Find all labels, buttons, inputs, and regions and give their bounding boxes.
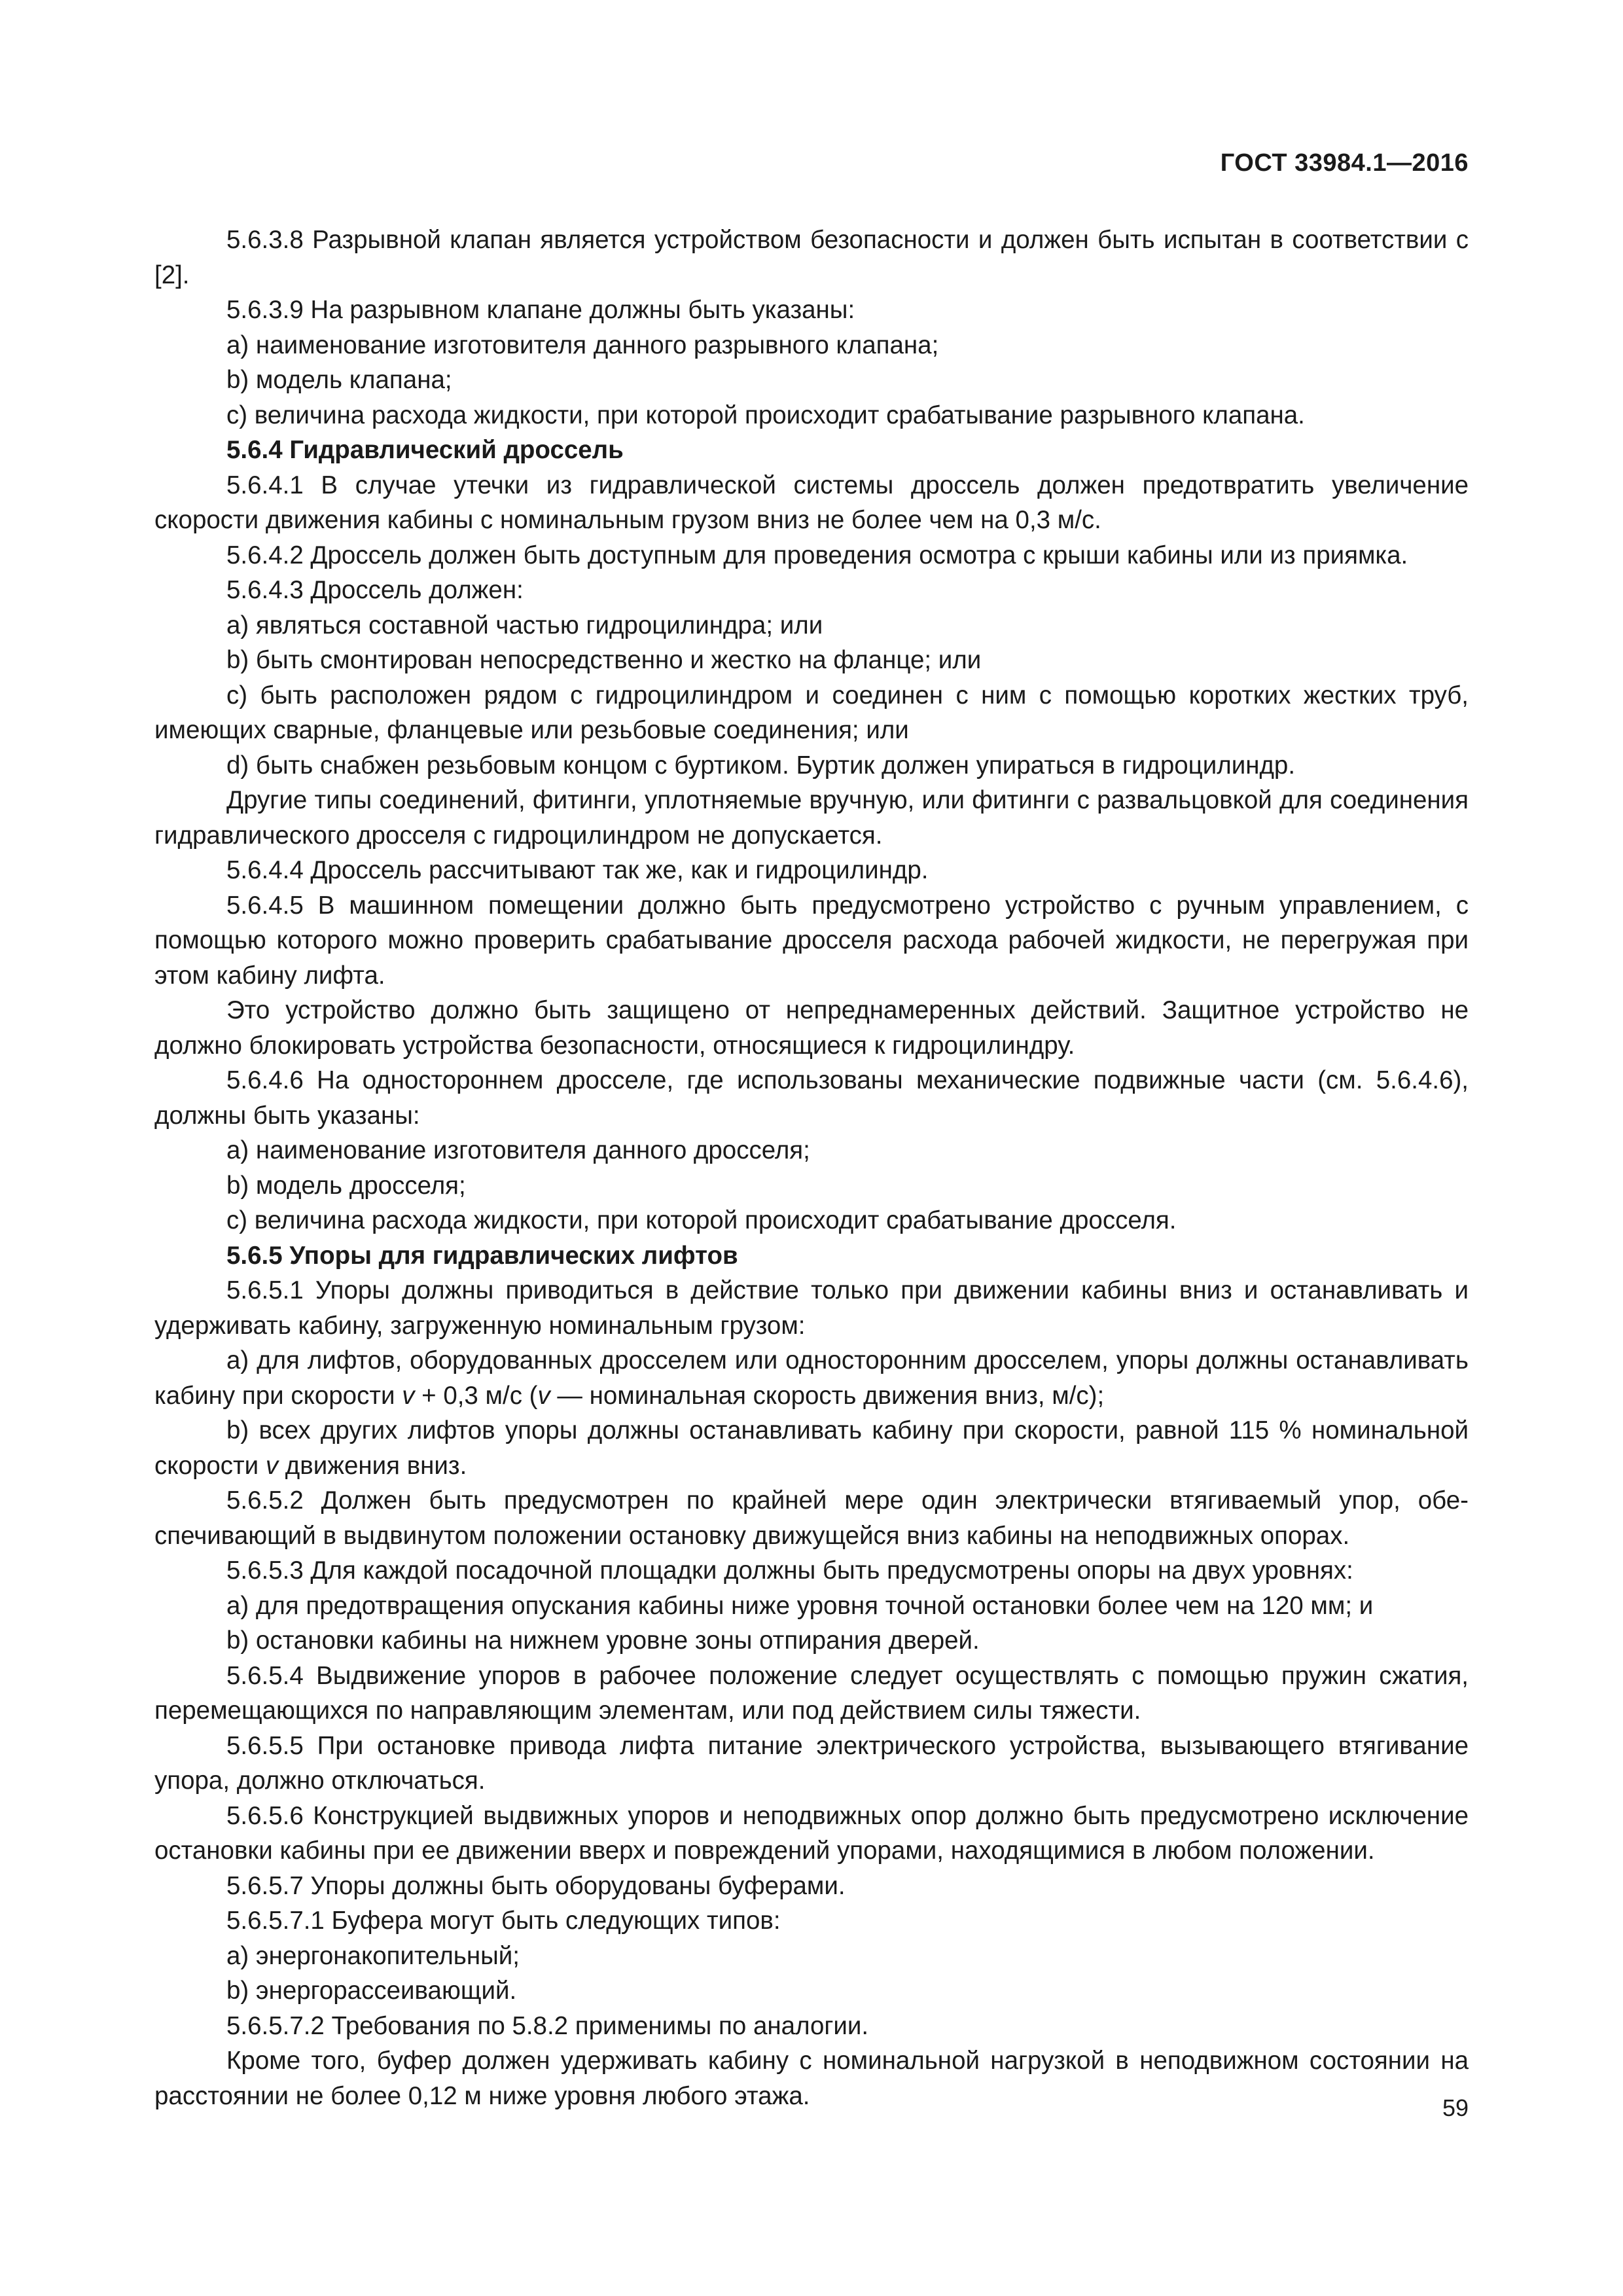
paragraph: a) наименование изготовителя данного разрывного клапана; <box>226 331 939 359</box>
paragraph: a) наименование изготовителя данного дросселя; <box>226 1136 810 1164</box>
paragraph: a) являться составной частью гидроцилиндра; или <box>226 611 823 639</box>
paragraph: b) остановки кабины на нижнем уровне зоны отпирания дверей. <box>226 1626 980 1655</box>
paragraph: 5.6.4.4 Дроссель рассчитывают так же, как и гидроцилиндр. <box>226 856 929 884</box>
paragraph: c) величина расхода жидкости, при которой происходит срабатывание разрывного клапана. <box>226 401 1305 429</box>
paragraph: 5.6.4.5 В машинном помещении должно быть предусмотрено устройство с ручным управлением, с помощью которого можно проверить срабатывание дросселя расхода рабочей жидкости, не перегружая при этом кабину лифта. <box>154 891 1469 990</box>
section-heading: 5.6.5 Упоры для гидравлических лифтов <box>226 1241 738 1270</box>
paragraph: 5.6.5.2 Должен быть предусмотрен по крайней мере один электрически втягиваемый упор, обеспечивающий в выдвинутом положении остановку движущейся вниз кабины на неподвижных опорах. <box>154 1486 1469 1550</box>
paragraph: a) для предотвращения опускания кабины ниже уровня точной остановки более чем на 120 мм; и <box>226 1591 1374 1620</box>
paragraph: b) быть смонтирован непосредственно и жестко на фланце; или <box>226 646 982 674</box>
paragraph: b) всех других лифтов упоры должны останавливать кабину при скорости, равной 115 % номинальной скорости v движения вниз. <box>154 1416 1469 1480</box>
document-header-id: ГОСТ 33984.1—2016 <box>1220 149 1469 177</box>
paragraph: 5.6.3.8 Разрывной клапан является устройством безопасности и должен быть испытан в соответствии с [2]. <box>154 226 1469 289</box>
paragraph: 5.6.5.3 Для каждой посадочной площадки должны быть предусмотрены опоры на двух уровнях: <box>226 1556 1353 1585</box>
paragraph: b) модель клапана; <box>226 366 452 394</box>
paragraph: 5.6.5.1 Упоры должны приводиться в действие только при движении кабины вниз и останавливать и удерживать кабину, загруженную номинальным грузом: <box>154 1276 1469 1340</box>
page-number: 59 <box>1442 2094 1469 2121</box>
paragraph: 5.6.5.5 При остановке привода лифта питание электрического устройства, вызывающего втягивание упора, должно отключаться. <box>154 1731 1469 1795</box>
section-heading: 5.6.4 Гидравлический дроссель <box>226 436 624 464</box>
paragraph: Другие типы соединений, фитинги, уплотняемые вручную, или фитинги с развальцовкой для соединения гидравлического дросселя с гидроцилиндром не допускается. <box>154 786 1469 850</box>
paragraph: a) для лифтов, оборудованных дросселем или односторонним дросселем, упоры должны останавливать кабину при скорости v + 0,3 м/с (v — номинальная скорость движения вниз, м/с); <box>154 1346 1469 1410</box>
paragraph: b) модель дросселя; <box>226 1171 466 1200</box>
paragraph: a) энергонакопительный; <box>226 1941 520 1970</box>
paragraph: 5.6.4.2 Дроссель должен быть доступным для проведения осмотра с крыши кабины или из приямка. <box>226 541 1408 569</box>
paragraph: d) быть снабжен резьбовым концом с буртиком. Буртик должен упираться в гидроцилиндр. <box>226 751 1296 780</box>
paragraph: 5.6.5.7 Упоры должны быть оборудованы буферами. <box>226 1871 846 1900</box>
paragraph: 5.6.5.7.1 Буфера могут быть следующих типов: <box>226 1907 781 1935</box>
paragraph: 5.6.5.6 Конструкцией выдвижных упоров и неподвижных опор должно быть предусмотрено исключение остановки кабины при ее движении вверх и повреждений упорами, находящимися в любом положении. <box>154 1801 1469 1865</box>
paragraph: 5.6.4.1 В случае утечки из гидравлической системы дроссель должен предотвратить увеличение скорости движения кабины с номинальным грузом вниз не более чем на 0,3 м/с. <box>154 471 1469 534</box>
paragraph: 5.6.3.9 На разрывном клапане должны быть указаны: <box>226 296 855 324</box>
paragraph: c) быть расположен рядом с гидроцилиндром и соединен с ним с помощью коротких жестких труб, имеющих сварные, фланцевые или резьбовые соединения; или <box>154 681 1469 744</box>
paragraph: Кроме того, буфер должен удерживать кабину с номинальной нагрузкой в неподвижном состоянии на расстоянии не более 0,12 м ниже уровня любого этажа. <box>154 2047 1469 2110</box>
paragraph: 5.6.4.6 На одностороннем дросселе, где использованы механические подвижные части (см. 5.6.4.6), должны быть указаны: <box>154 1066 1469 1130</box>
document-body <box>154 223 1469 2113</box>
paragraph: b) энергорассеивающий. <box>226 1977 517 2005</box>
paragraph: 5.6.4.3 Дроссель должен: <box>226 576 524 604</box>
paragraph: c) величина расхода жидкости, при которой происходит срабатывание дросселя. <box>226 1206 1177 1234</box>
paragraph: 5.6.5.7.2 Требования по 5.8.2 применимы по аналогии. <box>226 2011 869 2040</box>
paragraph: 5.6.5.4 Выдвижение упоров в рабочее положение следует осуществлять с помощью пружин сжатия, перемещающихся по направляющим элементам, или под действием силы тяжести. <box>154 1661 1469 1725</box>
paragraph: Это устройство должно быть защищено от непреднамеренных действий. Защитное устройство не должно блокировать устройства безопасности, относящиеся к гидроцилиндру. <box>154 996 1469 1060</box>
